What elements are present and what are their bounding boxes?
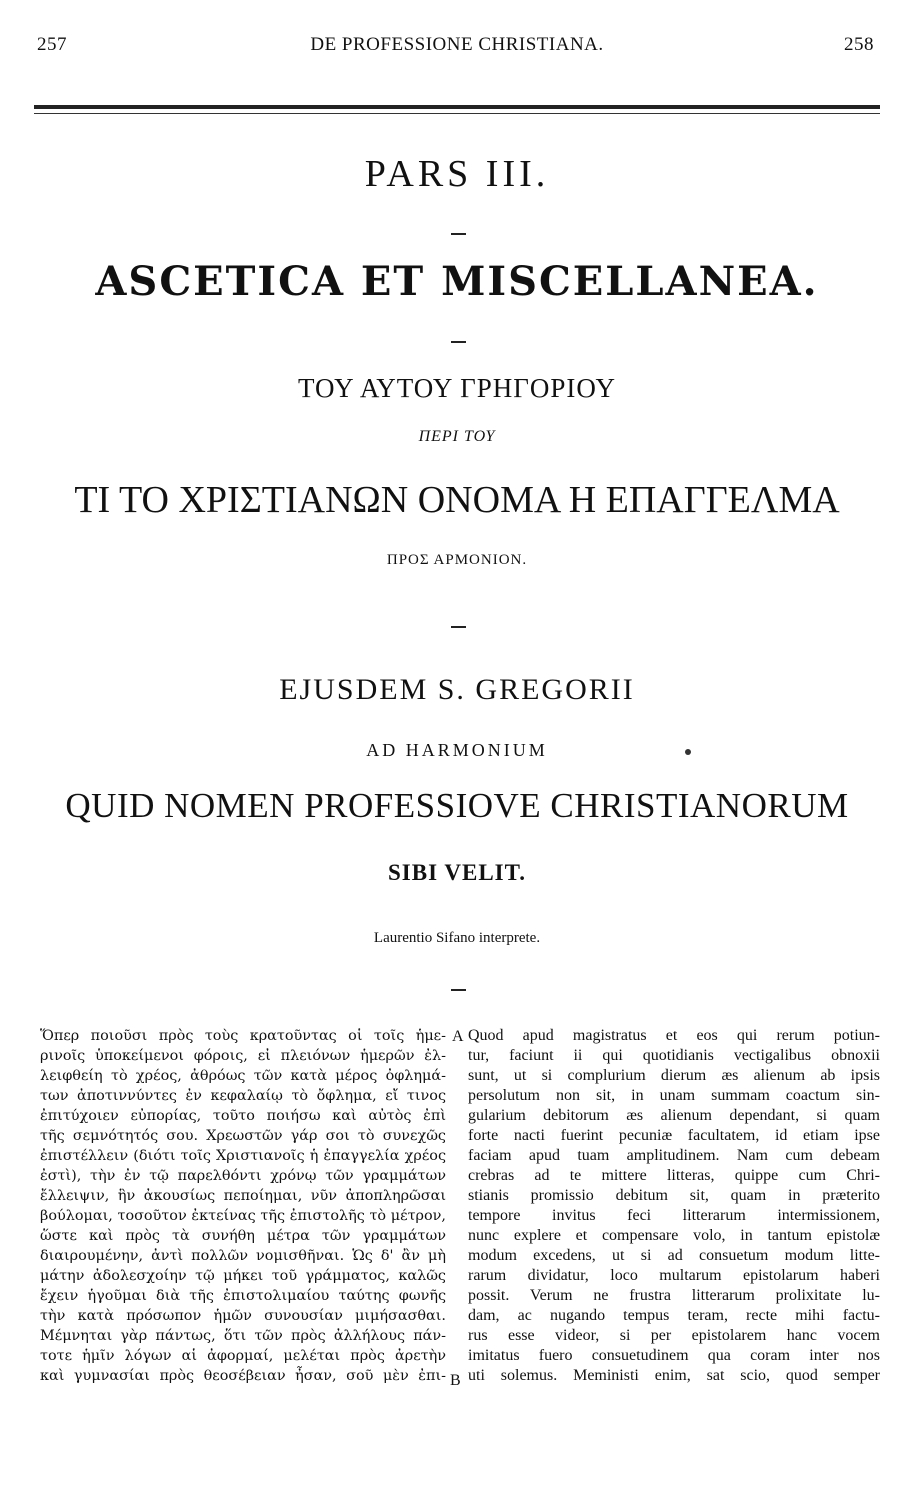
greek-text-line: τὴν κατὰ πρόσωπον ἡμῶν συνουσίαν μιμήσασθαι. — [40, 1308, 446, 1324]
latin-text-line: faciam apud tuam amplitudinem. Nam cum debeam — [468, 1147, 880, 1164]
separator-dash — [451, 989, 466, 991]
page-number-left: 257 — [37, 34, 67, 55]
latin-text-line: forte nacti fuerint pecuniæ facultatem, id etiam ipse — [468, 1127, 880, 1144]
greek-text-line: ἐστὶ), τὴν ἐν τῷ παρελθόντι χρόνῳ τῶν γραμμάτων — [40, 1168, 446, 1184]
greek-addressee: ΠΡΟΣ ΑΡΜΟΝΙΟΝ. — [386, 552, 528, 568]
latin-title-line-2: SIBI VELIT. — [388, 860, 526, 885]
greek-text-line: ἐπιστέλλειν (διότι τοῖς Χριστιανοῖς ἡ ἐπαγγελία χρέος — [40, 1148, 446, 1164]
greek-text-line: ἐπιτύχοιεν εὐπορίας, τοῦτο ποιήσω καὶ αὐτὸς ἐπὶ — [40, 1108, 446, 1124]
ink-speck — [685, 749, 691, 755]
latin-text-line: imitatus fuero consuetudinem qua coram inter nos — [468, 1347, 880, 1364]
latin-text-column — [468, 1026, 880, 1386]
latin-title-line-1: QUID NOMEN PROFESSIOVE CHRISTIANORUM — [65, 786, 849, 825]
greek-text-line: λειφθείη τὸ χρέος, ἀθρόως τῶν κατὰ μέρος ὀφλημά- — [40, 1068, 446, 1084]
latin-text-line: tempore invitus feci litterarum intermissionem, — [468, 1207, 880, 1224]
part-number: PARS III. — [364, 153, 550, 195]
latin-text-line: sunt, ut si complurium dierum æs alienum ab ipsis — [468, 1067, 880, 1084]
latin-author-heading: EJUSDEM S. GREGORII — [279, 673, 635, 706]
margin-letter-b: B — [450, 1372, 461, 1389]
greek-text-line: τοτε ἡμῖν λόγων αἱ ἀφορμαί, μελέται πρὸς ἀρετὴν — [40, 1348, 446, 1364]
greek-title: ΤΙ ΤΟ ΧΡΙΣΤΙΑΝΩΝ ΟΝΟΜΑ Η ΕΠΑΓΓΕΛΜΑ — [74, 479, 840, 521]
greek-text-line: ἔλλειψιν, ἣν ἀκουσίως πεποίημαι, νῦν ἀποπληρῶσαι — [40, 1188, 446, 1204]
greek-text-line: ρινοῖς ὑποκείμενοι φόροις, εἰ πλειόνων ἡμερῶν ἐλ- — [40, 1048, 446, 1064]
interpreter-credit: Laurentio Sifano interprete. — [373, 930, 541, 946]
separator-dash — [451, 626, 466, 628]
separator-dash — [451, 341, 466, 343]
greek-text-line: καὶ γυμνασίαι πρὸς θεοσέβειαν ἦσαν, σοῦ μὲν ἐπι- — [40, 1368, 446, 1384]
latin-text-line: nunc explere et compensare volo, in tantum epistolæ — [468, 1227, 880, 1244]
running-head — [0, 34, 914, 58]
greek-author-heading: ΤΟΥ ΑΥΤΟΥ ΓΡΗΓΟΡΙΟΥ — [297, 373, 617, 403]
latin-text-line: dam, ac nugando tempus teram, recte mihi factu- — [468, 1307, 880, 1324]
page-number-right: 258 — [844, 34, 874, 55]
greek-text-line: των ἀποτιννύντες ἐν κεφαλαίῳ τὸ ὄφλημα, εἴ τινος — [40, 1088, 446, 1104]
greek-text-line: Μέμνηται γὰρ πάντως, ὅτι τῶν πρὸς ἀλλήλους πάν- — [40, 1328, 446, 1344]
latin-text-line: uti solemus. Meministi enim, sat scio, quod semper — [468, 1367, 880, 1384]
running-title: DE PROFESSIONE CHRISTIANA. — [310, 34, 604, 55]
greek-text-line: Ὅπερ ποιοῦσι πρὸς τοὺς κρατοῦντας οἱ τοῖς ἡμε- — [40, 1028, 446, 1044]
latin-text-line: gularium debitorum æs alienum dependant, si quam — [468, 1107, 880, 1124]
header-rule-thick — [34, 105, 880, 109]
separator-dash — [451, 233, 466, 235]
latin-text-line: possit. Verum ne frustra litterarum prolixitate lu- — [468, 1287, 880, 1304]
greek-text-line: διαιρουμένην, ἀντὶ πολλῶν νομισθῆναι. Ὡς δ' ἂν μὴ — [40, 1248, 446, 1264]
latin-text-line: persolutum non sit, in unam summam coactum sin- — [468, 1087, 880, 1104]
greek-text-line: ὥστε καὶ πρὸς τὰ συνήθη μέτρα τῶν γραμμάτων — [40, 1228, 446, 1244]
greek-text-line: μάτην ἀδολεσχοίην τῷ μήκει τοῦ γράμματος, καλῶς — [40, 1268, 446, 1284]
greek-text-line: ἔχειν ἡγοῦμαι διὰ τῆς ἐπιστολιμαίου ταύτης φωνῆς — [40, 1288, 446, 1304]
margin-letter-a: A — [452, 1028, 464, 1045]
greek-peri-heading: ΠΕΡΙ ΤΟΥ — [418, 428, 496, 445]
latin-text-line: rus esse videor, si per epistolarem hanc vocem — [468, 1327, 880, 1344]
latin-text-line: tur, faciunt ii qui quotidianis vectigalibus obnoxii — [468, 1047, 880, 1064]
latin-text-line: crebras ad te mittere litteras, quippe cum Chri- — [468, 1167, 880, 1184]
part-title: ASCETICA ET MISCELLANEA. — [95, 258, 819, 305]
header-rule-thin — [34, 113, 880, 114]
greek-text-line: τῆς σεμνότητός σου. Χρεωστῶν γάρ σοι τὸ συνεχῶς — [40, 1128, 446, 1144]
latin-text-line: rarum dividatur, loco multarum epistolarum haberi — [468, 1267, 880, 1284]
latin-text-line: Quod apud magistratus et eos qui rerum potiun- — [468, 1027, 880, 1044]
greek-text-line: βούλομαι, τοσοῦτον ἐκτείνας τῆς ἐπιστολῆς τὸ μέτρον, — [40, 1208, 446, 1224]
greek-text-column — [40, 1026, 446, 1386]
latin-text-line: stianis promissio debitum sit, quam in præterito — [468, 1187, 880, 1204]
latin-addressee: AD HARMONIUM — [366, 740, 548, 760]
latin-text-line: modum excedens, ut si ad consuetum modum litte- — [468, 1247, 880, 1264]
